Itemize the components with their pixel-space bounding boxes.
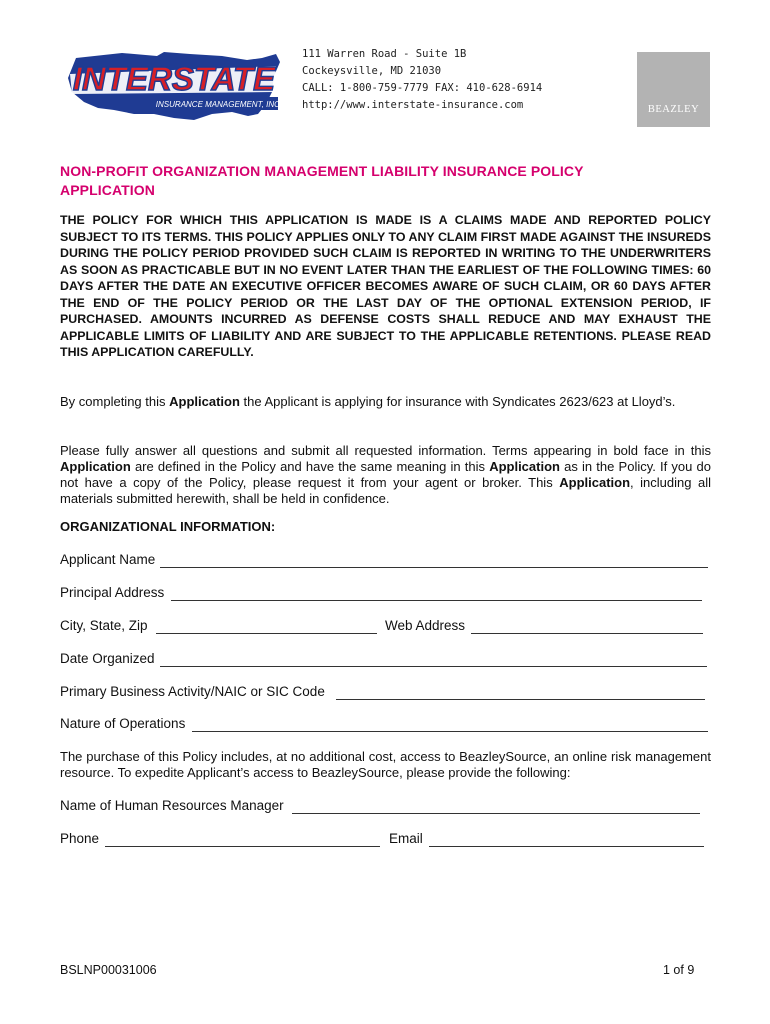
contact-block (302, 46, 542, 114)
city-state-web-row (60, 618, 710, 636)
applicant-name-row (60, 552, 710, 570)
intro-text-1: By completing this (60, 394, 170, 409)
instructions-term-1: Application (60, 459, 131, 474)
applicant-name-field[interactable] (160, 567, 708, 568)
intro-paragraph (60, 394, 711, 410)
beazley-logo (637, 52, 710, 127)
instructions-text-4: , including all materials submitted herewith, shall be held in confidence. (60, 475, 711, 506)
hr-manager-row (60, 798, 710, 816)
applicant-name-label: Applicant Name (60, 552, 156, 567)
section-heading: ORGANIZATIONAL INFORMATION: (60, 519, 276, 534)
address-line-1: 111 Warren Road - Suite 1B (302, 48, 467, 60)
business-activity-row (60, 684, 710, 702)
logo-tagline: INSURANCE MANAGEMENT, INC. (155, 100, 283, 109)
business-activity-field[interactable] (336, 699, 705, 700)
logo-wordmark: INTERSTATE (72, 60, 276, 97)
interstate-logo (62, 48, 284, 122)
intro-text-2: the Applicant is applying for insurance with Syndicates 2623/623 at Lloyd’s. (239, 394, 676, 409)
date-organized-label: Date Organized (60, 651, 155, 666)
email-field[interactable] (429, 846, 704, 847)
address-line-2: Cockeysville, MD 21030 (302, 65, 442, 77)
city-state-zip-label: City, State, Zip (60, 618, 148, 633)
principal-address-label: Principal Address (60, 585, 165, 600)
hr-manager-field[interactable] (292, 813, 700, 814)
nature-of-operations-label: Nature of Operations (60, 716, 186, 731)
page-title: NON-PROFIT ORGANIZATION MANAGEMENT LIABILITY INSURANCE POLICY APPLICATION (60, 163, 584, 198)
web-address-label: Web Address (385, 618, 466, 633)
beazleysource-paragraph: The purchase of this Policy includes, at no additional cost, access to BeazleySource, an online risk management resource. To expedite Applicant’s access to BeazleySource, please provide the following: (60, 749, 711, 780)
instructions-paragraph (60, 443, 711, 507)
city-state-zip-field[interactable] (156, 633, 377, 634)
form-code: BSLNP00031006 (60, 963, 157, 977)
phone-fax: CALL: 1-800-759-7779 FAX: 410-628-6914 (302, 82, 543, 94)
page-indicator: 1 of 9 (663, 963, 695, 977)
date-organized-field[interactable] (160, 666, 707, 667)
us-map-logo-graphic (62, 48, 284, 122)
instructions-text-2: are defined in the Policy and have the same meaning in this (130, 459, 490, 474)
principal-address-row (60, 585, 710, 603)
instructions-term-2: Application (489, 459, 560, 474)
web-address-field[interactable] (471, 633, 703, 634)
principal-address-field[interactable] (171, 600, 702, 601)
business-activity-label: Primary Business Activity/NAIC or SIC Code (60, 684, 325, 699)
phone-email-row (60, 831, 710, 849)
beazley-logo-text: BEAZLEY (647, 104, 700, 115)
instructions-text-1: Please fully answer all questions and submit all requested information. Terms appearing in bold face in this (60, 443, 711, 458)
intro-term-application: Application (169, 394, 240, 409)
nature-of-operations-row (60, 716, 710, 734)
phone-label: Phone (60, 831, 100, 846)
instructions-term-3: Application (559, 475, 631, 490)
instructions-text-3: as in the Policy. If you do not have a copy of the Policy, please request it from your agent or broker. This (60, 459, 712, 490)
claims-made-notice: THE POLICY FOR WHICH THIS APPLICATION IS MADE IS A CLAIMS MADE AND REPORTED POLICY SUBJECT TO ITS TERMS. THIS POLICY APPLIES ONLY TO ANY CLAIM FIRST MADE AGAINST THE INSUREDS DURING THE POLICY PERIOD PROVIDED SUCH CLAIM IS REPORTED IN WRITING TO THE UNDERWRITERS AS SOON AS PRACTICABLE BUT IN NO EVENT LATER THAN THE EARLIEST OF THE FOLLOWING TIMES: 60 DAYS AFTER THE DATE AN EXECUTIVE OFFICER BECOMES AWARE OF SUCH CLAIM, OR 60 DAYS AFTER THE END OF THE POLICY PERIOD OR THE LAST DAY OF THE OPTIONAL EXTENSION PERIOD, IF PURCHASED. AMOUNTS INCURRED AS DEFENSE COSTS SHALL REDUCE AND MAY EXHAUST THE APPLICABLE LIMITS OF LIABILITY AND ARE SUBJECT TO THE APPLICABLE RETENTIONS. PLEASE READ THIS APPLICATION CAREFULLY. (60, 213, 711, 359)
nature-of-operations-field[interactable] (192, 731, 708, 732)
hr-manager-label: Name of Human Resources Manager (60, 798, 284, 813)
website-link[interactable]: http://www.interstate-insurance.com (302, 99, 524, 111)
date-organized-row (60, 651, 710, 669)
phone-field[interactable] (105, 846, 380, 847)
email-label: Email (389, 831, 423, 846)
